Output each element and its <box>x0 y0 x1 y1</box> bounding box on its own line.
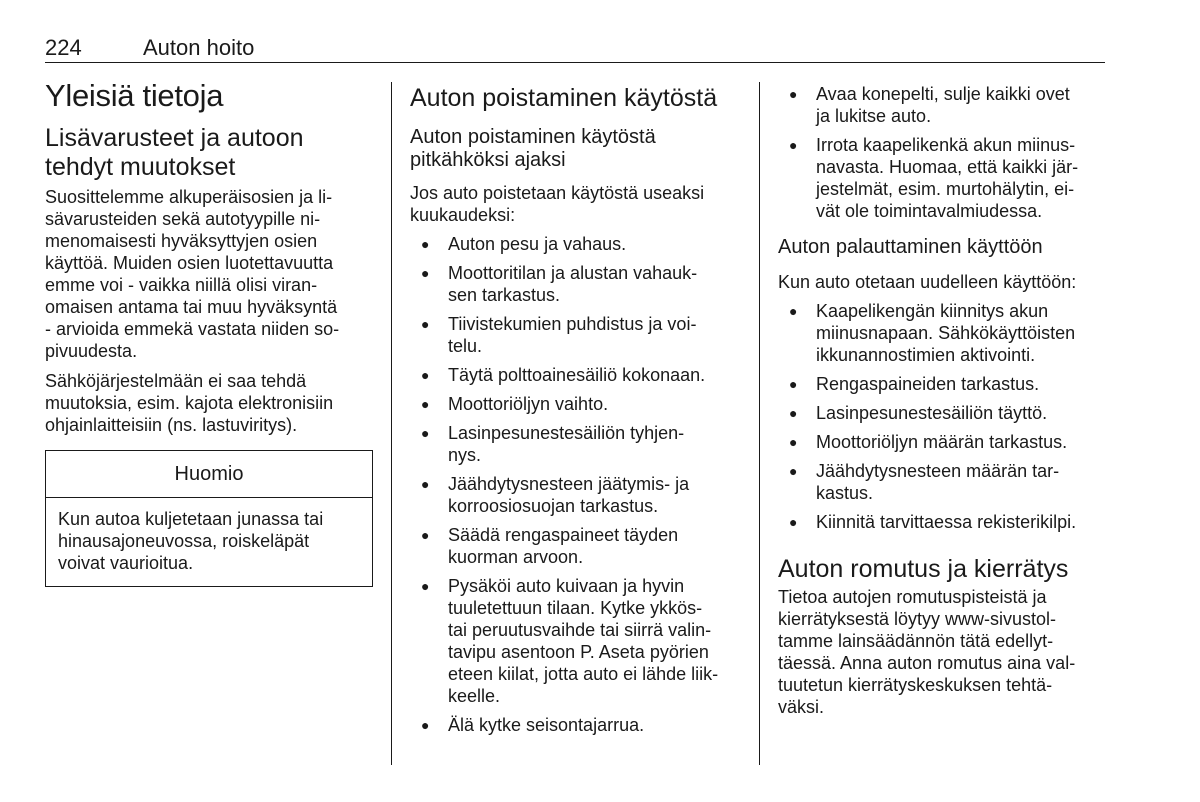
bullet-icon: ● <box>421 316 430 332</box>
heading-recycling: Auton romutus ja kierrätys <box>778 555 1069 583</box>
heading-decommission: Auton poistaminen käytöstä <box>410 84 718 112</box>
list-item: ● Lasinpesunestesäiliön tyhjen- nys. <box>421 423 685 465</box>
paragraph-return-intro: Kun auto otetaan uudelleen käyttöön: <box>778 272 1077 292</box>
column-divider-2 <box>759 82 760 765</box>
list-item: ● Avaa konepelti, sulje kaikki ovet ja lukitse auto. <box>789 84 1070 126</box>
list-item: ● Moottoriöljyn määrän tarkastus. <box>789 432 1068 452</box>
heading-general-info: Yleisiä tietoja <box>45 78 224 113</box>
page-header <box>45 36 1105 63</box>
notice-text: Kun autoa kuljetetaan junassa tai hinausajoneuvossa, roiskeläpät voivat vaurioitua. <box>58 509 324 573</box>
heading-accessories: Lisävarusteet ja autoon tehdyt muutokset <box>45 124 304 181</box>
bullet-icon: ● <box>789 514 798 530</box>
notice-box <box>45 450 373 587</box>
list-item: ● Moottoritilan ja alustan vahauk- sen tarkastus. <box>421 263 698 305</box>
column-divider-1 <box>391 82 392 765</box>
heading-long-term-storage: Auton poistaminen käytöstä pitkähköksi ajaksi <box>410 126 656 171</box>
bullet-icon: ● <box>789 137 798 153</box>
paragraph-accessories: Suosittelemme alkuperäisosien ja li- sävarusteiden sekä autotyypille ni- menomaisesti hyväksyttyjen osien käyttöä. Muiden osien luotettavuutta emme voi - vaikka niillä olisi viran- omaisen antama tai muu hyväksyntä - arvioida emmekä vastata niiden so- pivuudesta. <box>45 187 340 361</box>
list-item: ● Pysäköi auto kuivaan ja hyvin tuuletettuun tilaan. Kytke ykkös- tai peruutusvaihde tai siirrä valin- tavipu asentoon P. Aseta pyörien eteen kiilat, jotta auto ei lähde liik- keelle. <box>421 576 719 706</box>
column-3 <box>778 78 1113 718</box>
bullet-icon: ● <box>421 236 430 252</box>
return-checklist <box>778 300 1113 533</box>
list-item: ● Kiinnitä tarvittaessa rekisterikilpi. <box>789 512 1077 532</box>
list-item: ● Moottoriöljyn vaihto. <box>421 394 609 414</box>
column-2 <box>410 78 750 743</box>
bullet-icon: ● <box>421 578 430 594</box>
bullet-icon: ● <box>789 463 798 479</box>
paragraph-recycling: Tietoa autojen romutuspisteistä ja kierrätyksestä löytyy www-sivustol- tamme lainsäädännön tätä edellyt- täessä. Anna auton romutus aina val- tuutetun kierrätyskeskuksen tehtä- väksi. <box>778 587 1076 717</box>
list-item: ● Täytä polttoainesäiliö kokonaan. <box>421 365 706 385</box>
heading-return-to-use: Auton palauttaminen käyttöön <box>778 236 1043 258</box>
list-item: ● Älä kytke seisontajarrua. <box>421 715 645 735</box>
bullet-icon: ● <box>789 434 798 450</box>
bullet-icon: ● <box>789 303 798 319</box>
storage-checklist-continued <box>778 83 1113 222</box>
list-item: ● Jäähdytysnesteen jäätymis- ja korroosiosuojan tarkastus. <box>421 474 690 516</box>
bullet-icon: ● <box>421 265 430 281</box>
bullet-icon: ● <box>789 405 798 421</box>
bullet-icon: ● <box>421 367 430 383</box>
list-item: ● Lasinpesunestesäiliön täyttö. <box>789 403 1048 423</box>
list-item: ● Auton pesu ja vahaus. <box>421 234 627 254</box>
list-item: ● Rengaspaineiden tarkastus. <box>789 374 1040 394</box>
list-item: ● Jäähdytysnesteen määrän tar- kastus. <box>789 461 1060 503</box>
section-title: Auton hoito <box>143 35 255 60</box>
list-item: ● Tiivistekumien puhdistus ja voi- telu. <box>421 314 697 356</box>
storage-checklist <box>410 233 750 736</box>
column-1 <box>45 78 375 587</box>
list-item: ● Irrota kaapelikenkä akun miinus- navasta. Huomaa, että kaikki jär- jestelmät, esim. murtohälytin, ei- vät ole toimintavalmiudessa. <box>789 135 1079 221</box>
paragraph-storage-intro: Jos auto poistetaan käytöstä useaksi kuukaudeksi: <box>410 183 705 225</box>
bullet-icon: ● <box>421 476 430 492</box>
list-item: ● Kaapelikengän kiinnitys akun miinusnapaan. Sähkökäyttöisten ikkunannostimien aktivointi. <box>789 301 1076 365</box>
bullet-icon: ● <box>421 717 430 733</box>
page-number: 224 <box>45 35 82 60</box>
bullet-icon: ● <box>421 527 430 543</box>
bullet-icon: ● <box>421 425 430 441</box>
bullet-icon: ● <box>421 396 430 412</box>
bullet-icon: ● <box>789 86 798 102</box>
bullet-icon: ● <box>789 376 798 392</box>
list-item: ● Säädä rengaspaineet täyden kuorman arvoon. <box>421 525 679 567</box>
notice-title: Huomio <box>46 451 372 498</box>
paragraph-electrical: Sähköjärjestelmään ei saa tehdä muutoksia, esim. kajota elektronisiin ohjainlaitteisiin (ns. lastuviritys). <box>45 371 334 435</box>
